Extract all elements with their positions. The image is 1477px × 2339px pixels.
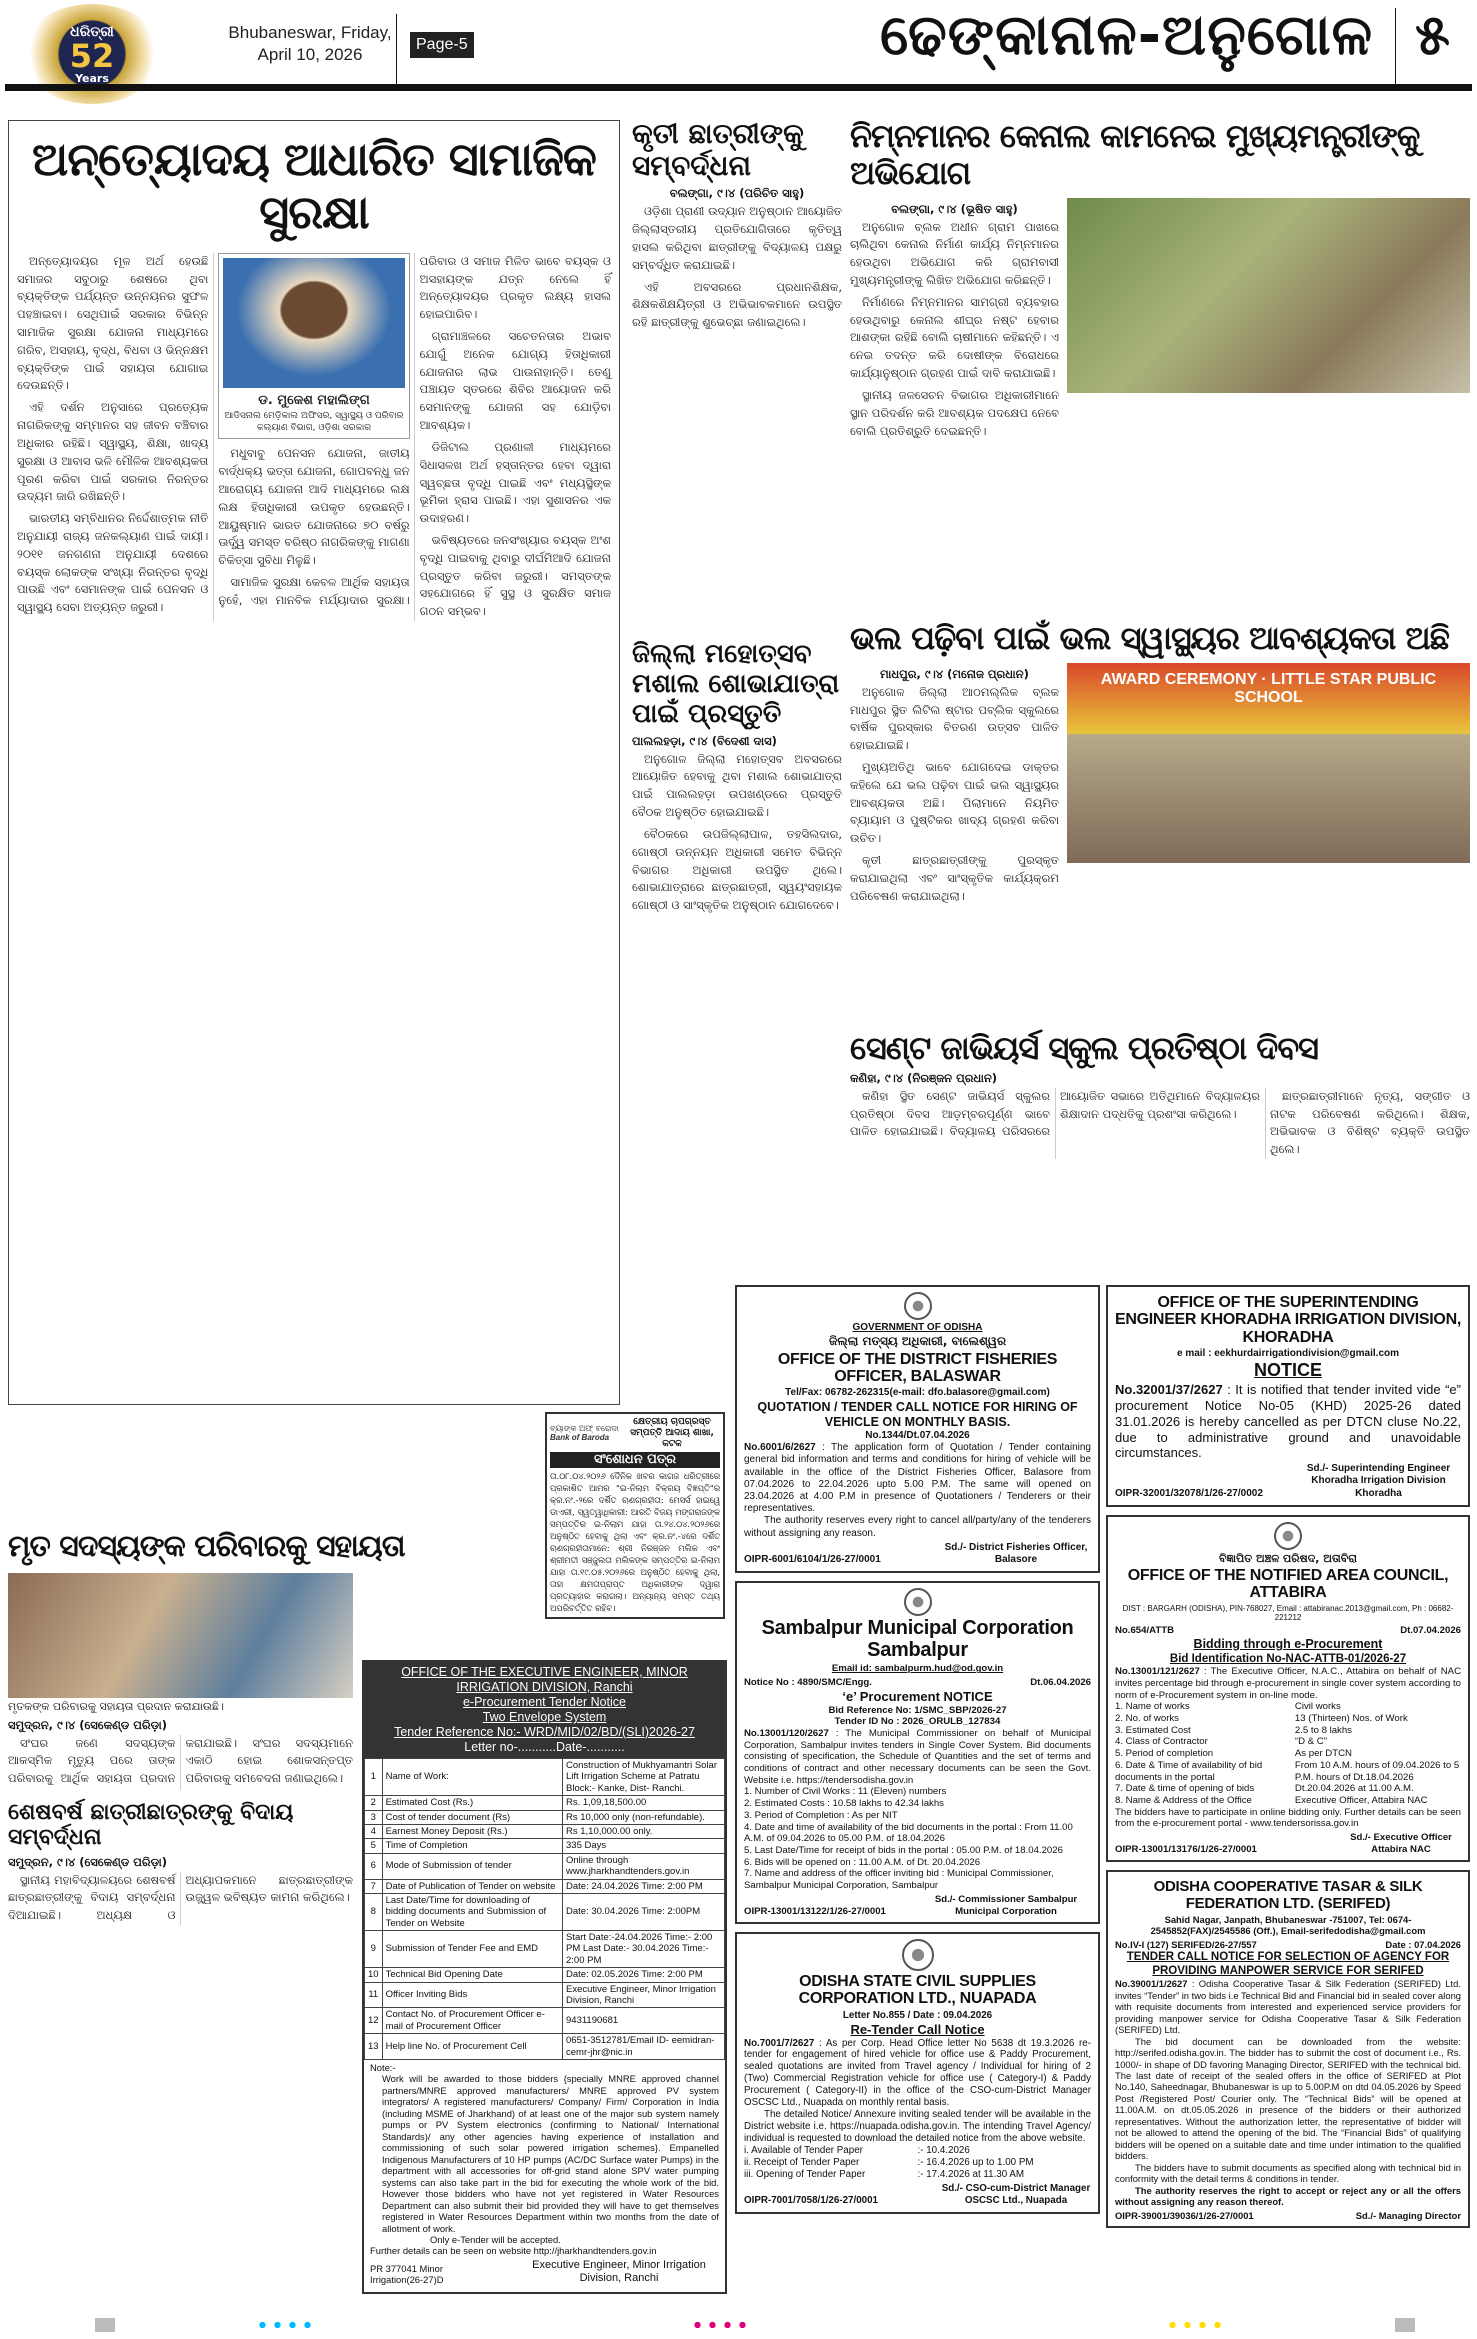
- list-item: 3. Period of Completion : As per NIT: [744, 1809, 898, 1821]
- notice-title: NOTICE: [1253, 1359, 1322, 1380]
- email: e mail : eekhurdairrigationdivision@gmail.com: [1176, 1347, 1400, 1359]
- notice-ref: No.IV-I (127) SERIFED/26-27/557: [1115, 1938, 1257, 1950]
- color-registration-dots: [255, 2318, 315, 2332]
- paragraph: ଅନୁଗୋଳ ଜିଲ୍ଲା ମହୋତ୍ସବ ଅବସରରେ ଆୟୋଜିତ ହେବାକୁ ଥିବା ମଶାଲ ଶୋଭାଯାତ୍ରା ପାଇଁ ପାଲଲହଡ଼ା ଉପଖଣ୍ଡରେ ପ୍ରସ୍ତୁତି ବୈଠକ ଅନୁଷ୍ଠିତ ହୋଇଯାଇଛି।: [632, 751, 842, 820]
- page-number: ୫: [1415, 3, 1450, 68]
- photo-banner-text: AWARD CEREMONY · LITTLE STAR PUBLIC SCHOOL: [1100, 670, 1437, 706]
- row-number: 11: [365, 1982, 383, 2008]
- table-row: [365, 1982, 725, 2008]
- notice-body: The authority reserves the right to accept or reject any or all the offers without assigning any reason thereof.: [1115, 2184, 1461, 2208]
- row-value: Start Date:-24.04.2026 Time:- 2:00 PM Last Date:- 30.04.2026 Time:- 2:00 PM: [563, 1931, 725, 1968]
- notice-title: Re-Tender Call Notice: [850, 2021, 985, 2037]
- lead-article: [8, 120, 620, 1405]
- paragraph: ସ୍ଥାନୀୟ ଜଳସେଚନ ବିଭାଗର ଅଧିକାରୀମାନେ ସ୍ଥାନ ପରିଦର୍ଶନ କରି ଆବଶ୍ୟକ ପଦକ୍ଷେପ ନେବେ ବୋଲି ପ୍ରତିଶ୍ରୁତି ଦେଇଛନ୍ତି।: [850, 387, 1059, 438]
- notice-no: No.6001/6/2627: [744, 1442, 816, 1454]
- item-value: Executive Officer, Attabira NAC: [1294, 1794, 1428, 1806]
- author-box: [218, 253, 409, 440]
- note-text: Work will be awarded to those bidders {specially MNRE approved channel partners/MNRE approved manufacturers/ MNRE approved PV system integrators/ A registered manufacturers/ Company/ Firm/ Corporation in India (including MSME of Jharkhand) of at least one of the major sub system namely pumps or PV System electronics (confirming to National/ International Standards)/ any other agencies having experience of installation and commissioning of such solar powered irrigation schemes}. Empanelled Indigenous Manufacturers of 10 HP pumps (AC/DC Surface water Pumps) in the department with all accessories for off-grid stand alone SPV water pumping systems can also take part in the bid for executing the whole work of the bid. However those bidders who have not yet registered in Water Resources Department can also submit their bid provided they will have to get themselves registered in Water Resources Department within two months from the date of allotment of work.: [382, 2073, 719, 2234]
- paragraph: ଏହି ଦର୍ଶନ ଅନୁସାରେ ପ୍ରତ୍ୟେକ ନାଗରିକଙ୍କୁ ସମ୍ମାନର ସହ ଜୀବନ ବଞ୍ଚିବାର ଅଧିକାର ରହିଛି। ସ୍ୱାସ୍ଥ୍ୟ, ଶିକ୍ଷା, ଖାଦ୍ୟ ସୁରକ୍ଷା ଓ ଆବାସ ଭଳି ମୌଳିକ ଆବଶ୍ୟକତା ପୂରଣ କରିବା ପାଇଁ ସରକାର ନିରନ୍ତର ଉଦ୍ୟମ ଜାରି ରଖିଛନ୍ତି।: [17, 400, 209, 504]
- signatory: Executive Engineer, Minor Irrigation Division, Ranchi: [532, 2258, 706, 2285]
- item-label: i. Available of Tender Paper: [744, 2144, 863, 2156]
- notice-body: : It is notified that tender invited vide “e” procurement Notice No-05 (KHD) 2025-26 dated 31.01.2026 is hereby cancelled as per DTCN cluse No.22, due to administrative ground and unavoidable circumstances.: [1115, 1381, 1461, 1461]
- row-number: 2: [365, 1796, 383, 1810]
- bid-reference: Bid Reference No: 1/SMC_SBP/2026-27: [828, 1704, 1007, 1716]
- item-value: Dt.20.04.2026 at 11.00 A.M.: [1294, 1783, 1414, 1795]
- office-odia: ଜିଲ୍ଲା ମତ୍ସ୍ୟ ଅଧିକାରୀ, ବାଲେଶ୍ୱର: [828, 1334, 1007, 1349]
- signatory: Sd./- Superintending Engineer Khoradha Irrigation Division Khoradha: [1306, 1463, 1451, 1499]
- item-value: “D & C”: [1294, 1736, 1327, 1748]
- row-label: Mode of Submission of tender: [382, 1853, 562, 1879]
- row-value: Date: 02.05.2026 Time: 2:00 PM: [563, 1968, 725, 1982]
- item-value: :- 16.4.2026 up to 1.00 PM: [917, 2156, 1034, 2168]
- table-row: [365, 1931, 725, 1968]
- row-number: 10: [365, 1968, 383, 1982]
- item-label: ii. Receipt of Tender Paper: [744, 2156, 860, 2168]
- row-number: 3: [365, 1810, 383, 1824]
- table-row: [365, 1968, 725, 1982]
- registration-mark: [1395, 2318, 1415, 2332]
- list-item: [1115, 1713, 1461, 1725]
- paragraph: ଅନୁଗୋଳ ଜିଲ୍ଲା ଆଠମଲ୍ଲିକ ବ୍ଲକ ମାଧପୁର ସ୍ଥିତ ଲିଟିଲ ଷ୍ଟାର ପବ୍ଲିକ ସ୍କୁଲରେ ବାର୍ଷିକ ପୁରସ୍କାର ବିତରଣ ଉତ୍ସବ ପାଳିତ ହୋଇଯାଇଛି।: [850, 684, 1059, 753]
- item-label: 5. Period of completion: [1115, 1748, 1214, 1760]
- notice-title: Bidding through e-Procurement: [1193, 1636, 1383, 1651]
- notice-body: : Odisha Cooperative Tasar & Silk Federation (SERIFED) Ltd. invites “Tender” in two bids i.e Technical Bid and Financial bid in sealed cover along with requisite documents from interested and experienced service providers for providing manpower service for Odisha Cooperative Tasar & Silk Federation (SERIFED) Ltd.: [1115, 1978, 1461, 2036]
- list-item: [1115, 1701, 1461, 1713]
- item-label: 1. Name of works: [1115, 1701, 1190, 1713]
- article-body: [850, 1088, 1470, 1159]
- row-value: 335 Days: [563, 1839, 725, 1853]
- dateline: ପାଲଲହଡ଼ା, ୯।୪ (ବିଦେଶୀ ଦାସ): [632, 733, 777, 748]
- notice-ref: No.1344/Dt.07.04.2026: [865, 1430, 970, 1442]
- notice-body: : The Municipal Commissioner on behalf of Municipal Corporation, Sambalpur invites tenders in Single Cover System. Bid documents consisting of specification, the Schedule of Quantities and the set of terms and conditions of contract and other necessary documents can be seen the Govt. Website i.e. https://tendersodisha.gov.in: [744, 1727, 1091, 1786]
- paragraph: ମୁଖ୍ୟଅତିଥି ଭାବେ ଯୋଗଦେଇ ଡାକ୍ତର କହିଲେ ଯେ ଭଲ ପଢ଼ିବା ପାଇଁ ଭଲ ସ୍ୱାସ୍ଥ୍ୟର ଆବଶ୍ୟକତା ଅଛି। ପିଲାମାନେ ନିୟମିତ ବ୍ୟାୟାମ ଓ ପୁଷ୍ଟିକର ଖାଦ୍ୟ ଗ୍ରହଣ କରିବା ଉଚିତ।: [850, 760, 1059, 846]
- bid-id: Bid Identification No-NAC-ATTB-01/2026-27: [1169, 1653, 1407, 1666]
- tender-reference: Tender Reference No:- WRD/MID/02/BD/(SLI)2026-27: [394, 1725, 695, 1739]
- paragraph: କୃତୀ ଛାତ୍ରଛାତ୍ରୀଙ୍କୁ ପୁରସ୍କୃତ କରାଯାଇଥିଲା ଏବଂ ସାଂସ୍କୃତିକ କାର୍ଯ୍ୟକ୍ରମ ପରିବେଷଣ କରାଯାଇଥିଲା।: [850, 853, 1059, 903]
- headline-xaviers: ସେଣ୍ଟ ଜାଭିୟର୍ସ ସ୍କୁଲ ପ୍ରତିଷ୍ଠା ଦିବସ: [850, 1029, 1319, 1067]
- row-number: 8: [365, 1893, 383, 1930]
- list-item: 5. Last Date/Time for receipt of bids in the portal : 05.00 P.M. of 18.04.2026: [744, 1844, 1063, 1856]
- khordha-irrigation-notice-ad: [1106, 1285, 1470, 1507]
- paragraph: ଭବିଷ୍ୟତରେ ଜନସଂଖ୍ୟାର ବୟସ୍କ ଅଂଶ ବୃଦ୍ଧି ପାଇବାକୁ ଥିବାରୁ ଦୀର୍ଘମିଆଦି ଯୋଜନା ପ୍ରସ୍ତୁତ କରିବା ଜରୁରୀ। ସମସ୍ତଙ୍କ ସହଯୋଗରେ ହିଁ ସୁସ୍ଥ ଓ ସୁରକ୍ଷିତ ସମାଜ ଗଠନ ସମ୍ଭବ।: [419, 532, 611, 619]
- kruti-article: [632, 118, 842, 336]
- item-label: 6. Date & Time of availability of bid documents in the portal: [1115, 1759, 1263, 1783]
- item-label: 8. Name & Address of the Office: [1115, 1794, 1252, 1806]
- notice-date: Dt.06.04.2026: [1030, 1676, 1091, 1688]
- row-label: Name of Work:: [382, 1759, 562, 1796]
- paragraph: ଏହି ଅବସରରେ ପ୍ରଧାନଶିକ୍ଷକ, ଶିକ୍ଷକଶିକ୍ଷୟିତ୍ରୀ ଓ ଅଭିଭାବକମାନେ ଉପସ୍ଥିତ ରହି ଛାତ୍ରୀଙ୍କୁ ଶୁଭେଚ୍ଛା ଜଣାଇଥିଲେ।: [632, 279, 842, 330]
- oipr-number: OIPR-13001/13122/1/26-27/0001: [744, 1905, 886, 1917]
- item-label: 7. Date & time of opening of bids: [1115, 1783, 1255, 1795]
- tender-table: [364, 1758, 725, 2060]
- notice-date: Dt.07.04.2026: [1400, 1625, 1461, 1637]
- office-name: ODISHA COOPERATIVE TASAR & SILK FEDERATION LTD. (SERIFED): [1153, 1878, 1423, 1912]
- government-label: GOVERNMENT OF ODISHA: [852, 1322, 983, 1333]
- list-item: [744, 2145, 1091, 2157]
- author-name: ଡ. ମୁକେଶ ମହାଲିଙ୍ଗ: [258, 392, 370, 408]
- letter-no: Letter no-...........Date-...........: [464, 1740, 625, 1754]
- paragraph: ଅନ୍ତ୍ୟୋଦୟର ମୂଳ ଅର୍ଥ ହେଉଛି ସମାଜର ସବୁଠାରୁ ଶେଷରେ ଥିବା ବ୍ୟକ୍ତିଙ୍କ ପର୍ଯ୍ୟନ୍ତ ଉନ୍ନୟନର ସୁଫଳ ପହଞ୍ଚାଇବା। ସେଥିପାଇଁ ସରକାର ବିଭିନ୍ନ ସାମାଜିକ ସୁରକ୍ଷା ଯୋଜନା ମାଧ୍ୟମରେ ଗରିବ, ଅସହାୟ, ବୃଦ୍ଧ, ବିଧବା ଓ ଭିନ୍ନକ୍ଷମ ବ୍ୟକ୍ତିଙ୍କ ପାଇଁ ସହାୟତା ଯୋଗାଇ ଦେଉଛନ୍ତି।: [17, 253, 209, 393]
- paragraph: ବୈଠକରେ ଉପଜିଲ୍ଲାପାଳ, ତହସିଲଦାର, ଗୋଷ୍ଠୀ ଉନ୍ନୟନ ଅଧିକାରୀ ସମେତ ବିଭିନ୍ନ ବିଭାଗର ଅଧିକାରୀ ଉପସ୍ଥିତ ଥିଲେ। ଶୋଭାଯାତ୍ରାରେ ଛାତ୍ରଛାତ୍ରୀ, ସ୍ୱୟଂସହାୟକ ଗୋଷ୍ଠୀ ଓ ସାଂସ୍କୃତିକ ଅନୁଷ୍ଠାନ ଯୋଗଦେବେ।: [632, 826, 842, 913]
- row-number: 9: [365, 1931, 383, 1968]
- notice-no: No.13001/121/2627: [1115, 1666, 1200, 1678]
- signatory: Sd./- Executive Officer Attabira NAC: [1350, 1832, 1452, 1855]
- paragraph: ଭାରତୀୟ ସମ୍ବିଧାନର ନିର୍ଦ୍ଦେଶାତ୍ମକ ନୀତି ଅନୁଯାୟୀ ରାଜ୍ୟ ଜନକଲ୍ୟାଣ ପାଇଁ ଦାୟୀ। ୨୦୧୧ ଜନଗଣନା ଅନୁଯାୟୀ ଦେଶରେ ବୟସ୍କ ଲୋକଙ୍କ ସଂଖ୍ୟା ନିରନ୍ତର ବୃଦ୍ଧି ପାଉଛି ଏବଂ ସେମାନଙ୍କ ପାଇଁ ପେନସନ ଓ ସ୍ୱାସ୍ଥ୍ୟ ସେବା ଅତ୍ୟନ୍ତ ଜରୁରୀ।: [17, 511, 209, 615]
- article-body: [9, 247, 619, 627]
- paragraph: ଛାତ୍ରଛାତ୍ରୀମାନେ ନୃତ୍ୟ, ସଙ୍ଗୀତ ଓ ନାଟକ ପରିବେଷଣ କରିଥିଲେ। ଶିକ୍ଷକ, ଅଭିଭାବକ ଓ ବିଶିଷ୍ଟ ବ୍ୟକ୍ତି ଉପସ୍ଥିତ ଥିଲେ।: [1270, 1088, 1470, 1157]
- ad-title: ସଂଶୋଧନ ପତ୍ର: [550, 1452, 720, 1468]
- list-item: 2. Estimated Costs : 10.58 lakhs to 42.34 lakhs: [744, 1798, 944, 1810]
- sambalpur-municipal-tender-ad: [735, 1581, 1100, 1924]
- item-label: iii. Opening of Tender Paper: [744, 2168, 866, 2180]
- website-link[interactable]: Further details can be seen on website http://jharkhandtenders.gov.in: [370, 2245, 657, 2257]
- row-value: Date: 30.04.2026 Time: 2:00PM: [563, 1893, 725, 1930]
- row-label: Technical Bid Opening Date: [382, 1968, 562, 1982]
- article-body: [850, 219, 1059, 441]
- oipr-number: OIPR-39001/39036/1/26-27/0001: [1115, 2209, 1254, 2221]
- row-label: Earnest Money Deposit (Rs.): [382, 1824, 562, 1838]
- row-value: Rs 10,000 only (non-refundable).: [563, 1810, 725, 1824]
- mashal-article: [632, 640, 842, 919]
- section-title: ଢେଙ୍କାନାଳ-ଅନୁଗୋଳ: [880, 3, 1374, 68]
- office-name: OFFICE OF THE DISTRICT FISHERIES OFFICER, BALASWAR: [777, 1350, 1058, 1386]
- oipr-number: OIPR-13001/13176/1/26-27/0001: [1115, 1843, 1257, 1855]
- color-registration-dots: [690, 2318, 750, 2332]
- row-value: Executive Engineer, Minor Irrigation Division, Ranchi: [563, 1982, 725, 2008]
- office-name: Sambalpur Municipal Corporation Sambalpur: [761, 1617, 1074, 1661]
- item-label: 3. Estimated Cost: [1115, 1724, 1191, 1736]
- row-value: Construction of Mukhyamantri Solar Lift Irrigation Scheme at Patratu Block:- Kanke, Dist- Ranchi.: [563, 1759, 725, 1796]
- oipr-number: OIPR-32001/32078/1/26-27/0002: [1115, 1487, 1263, 1499]
- row-value: Date: 24.04.2026 Time: 2:00 PM: [563, 1879, 725, 1893]
- list-item: [1115, 1736, 1461, 1748]
- color-registration-dots: [1165, 2318, 1225, 2332]
- notice-no: No.7001/7/2627: [744, 2037, 815, 2049]
- list-item: 4. Date and time of availability of the bid documents in the portal : From 11.00 A.M. of 09.04.2026 to 05.00 P.M. of 18.04.2026: [744, 1821, 1073, 1845]
- health-article: [850, 620, 1470, 910]
- notice-body: The detailed Notice/ Annexure inviting sealed tender will be available in the District website i.e. https://nuapada.odisha.gov.in. The intending Travel Agency/ individual is requested to download the detailed notice from the above website.: [744, 2109, 1091, 2145]
- notice-no: Notice No : 4890/SMC/Engg.: [744, 1676, 872, 1688]
- table-row: [365, 1810, 725, 1824]
- contact: Tel/Fax: 06782-262315(e-mail: dfo.balasore@gmail.com): [785, 1387, 1050, 1399]
- notice-ref: No.654/ATTB: [1115, 1625, 1174, 1637]
- item-label: 4. Class of Contractor: [1115, 1736, 1208, 1748]
- author-title: ଆଡିସନାଲ ମେଡ଼ିକାଲ ଅଫିସର, ସ୍ୱାସ୍ଥ୍ୟ ଓ ପରିବାର କଲ୍ୟାଣ ବିଭାଗ, ଓଡ଼ିଶା ସରକାର: [224, 410, 404, 433]
- paragraph: ନିର୍ମାଣରେ ନିମ୍ନମାନର ସାମଗ୍ରୀ ବ୍ୟବହାର ହେଉଥିବାରୁ କେନାଲ ଶୀଘ୍ର ନଷ୍ଟ ହେବାର ଆଶଙ୍କା ରହିଛି ବୋଲି ଚାଷୀମାନେ କହିଛନ୍ତି। ଏ ନେଇ ତଦନ୍ତ କରି ଦୋଷୀଙ୍କ ବିରୋଧରେ କାର୍ଯ୍ୟାନୁଷ୍ଠାନ ଗ୍ରହଣ ପାଇଁ ଦାବି କରାଯାଇଛି।: [850, 294, 1059, 381]
- notice-title: QUOTATION / TENDER CALL NOTICE FOR HIRING OF VEHICLE ON MONTHLY BASIS.: [757, 1399, 1078, 1429]
- table-row: [365, 2034, 725, 2060]
- row-number: 7: [365, 1879, 383, 1893]
- paragraph: ସାମାଜିକ ସୁରକ୍ଷା କେବଳ ଆର୍ଥିକ ସହାୟତା ନୁହେଁ, ଏହା ମାନବିକ ମର୍ଯ୍ୟାଦାର ସୁରକ୍ଷା। ପରିବାର ଓ ସମାଜ ମିଳିତ ଭାବେ ବୟସ୍କ ଓ ଅସହାୟଙ୍କ ଯତ୍ନ ନେଲେ ହିଁ ଅନ୍ତ୍ୟୋଦୟର ପ୍ରକୃତ ଲକ୍ଷ୍ୟ ହାସଲ ହୋଇପାରିବ।: [218, 253, 611, 607]
- fisheries-tender-ad: [735, 1285, 1100, 1573]
- signatory: Sd./- Managing Director: [1355, 2209, 1461, 2221]
- table-row: [365, 1853, 725, 1879]
- paragraph: ଅନୁଗୋଳ ବ୍ଲକ ଅଧୀନ ଗ୍ରାମ ପାଖରେ ଚାଲିଥିବା କେନାଲ ନିର୍ମାଣ କାର୍ଯ୍ୟ ନିମ୍ନମାନର ହେଉଥିବା ଅଭିଯୋଗ କରି ଗ୍ରାମବାସୀ ମୁଖ୍ୟମନ୍ତ୍ରୀଙ୍କୁ ଲିଖିତ ଅଭିଯୋଗ କରିଛନ୍ତି।: [850, 219, 1059, 288]
- bank-name-en: Bank of Baroda: [550, 1433, 610, 1443]
- logo-sub: Years: [75, 71, 109, 85]
- article-body: [8, 1735, 353, 1790]
- row-value: 9431190681: [563, 2008, 725, 2034]
- paragraph: ସଂଘର ଜଣେ ସଦସ୍ୟଙ୍କ ଆକସ୍ମିକ ମୃତ୍ୟୁ ପରେ ତାଙ୍କ ପରିବାରକୁ ଆର୍ଥିକ ସହାୟତା ପ୍ରଦାନ କରାଯାଇଛି। ସଂଘର ସଦସ୍ୟମାନେ ଏକାଠି ହୋଇ ଶୋକସନ୍ତପ୍ତ ପରିବାରକୁ ସମବେଦନା ଜଣାଇଥିଲେ।: [8, 1735, 353, 1786]
- office-name: OFFICE OF THE SUPERINTENDING ENGINEER KHORADHA IRRIGATION DIVISION, KHORADHA: [1115, 1294, 1461, 1346]
- dateline: ସମୁଦ୍ରନ, ୯।୪ (ସେକେଣ୍ଡ ପରିଡ଼ା): [8, 1717, 168, 1732]
- row-label: Time of Completion: [382, 1839, 562, 1853]
- list-item: [1115, 1760, 1461, 1783]
- list-item: 7. Name and address of the officer inviting bid : Municipal Commissioner, Sambalpur Municipal Corporation, Sambalpur: [744, 1868, 1054, 1892]
- notice-no: No.39001/1/2627: [1115, 1978, 1188, 1990]
- bank-name: ବ୍ୟାଙ୍କ ଅଫ୍ ବରୋଦା: [550, 1423, 619, 1433]
- row-value: Online through www.jharkhandtenders.gov.in: [563, 1853, 725, 1879]
- office-name: ODISHA STATE CIVIL SUPPLIES CORPORATION LTD., NUAPADA: [798, 1973, 1037, 2008]
- pr-number: PR 377041 Minor Irrigation(26-27)D: [370, 2262, 444, 2286]
- row-value: Rs. 1,09,18,500.00: [563, 1796, 725, 1810]
- item-label: 2. No. of works: [1115, 1713, 1179, 1725]
- oscsc-logo-icon: [902, 1939, 934, 1971]
- family-photo: [8, 1573, 353, 1698]
- table-row: [365, 1824, 725, 1838]
- dateline: ସମୁଦ୍ରନ, ୯।୪ (ସେକେଣ୍ଡ ପରିଡ଼ା): [8, 1854, 168, 1869]
- office-odia: ବିଜ୍ଞାପିତ ଅଞ୍ଚଳ ପରିଷଦ, ଅତାବିରା: [1219, 1551, 1357, 1565]
- branch-name: କ୍ଷେତ୍ରୀୟ ଚାପଗ୍ରସ୍ତ ସମ୍ପତ୍ତି ଆଦାୟ ଶାଖା, କଟକ: [630, 1417, 714, 1449]
- notice-no: No.13001/120/2627: [744, 1727, 829, 1739]
- address: DIST : BARGARH (ODISHA), PIN-768027, Email : attabiranac.2013@gmail.com, Ph : 06682-221212: [1122, 1603, 1454, 1623]
- dateline-day: Bhubaneswar, Friday,: [228, 23, 392, 42]
- article-body: [632, 203, 842, 332]
- logo-years: 52: [69, 36, 115, 75]
- row-number: 12: [365, 2008, 383, 2034]
- canal-article: [850, 118, 1470, 444]
- dateline: [225, 22, 395, 66]
- minor-irrigation-tender-ad: [362, 1660, 727, 2294]
- paragraph: ଡିଜିଟାଲ ପ୍ରଣାଳୀ ମାଧ୍ୟମରେ ସିଧାସଳଖ ଅର୍ଥ ହସ୍ତାନ୍ତର ହେବା ଦ୍ୱାରା ସ୍ୱଚ୍ଛତା ବୃଦ୍ଧି ପାଇଛି ଏବଂ ମଧ୍ୟସ୍ଥିଙ୍କ ଭୂମିକା ହ୍ରାସ ପାଇଛି। ଏହା ସୁଶାସନର ଏକ ଉଦାହରଣ।: [419, 439, 611, 526]
- row-number: 13: [365, 2034, 383, 2060]
- attabira-nac-tender-ad: [1106, 1515, 1470, 1863]
- signatory: Sd./- CSO-cum-District Manager OSCSC Ltd., Nuapada: [941, 2182, 1091, 2206]
- author-photo: [223, 258, 404, 388]
- letter-no: Letter No.855 / Date : 09.04.2026: [842, 2009, 993, 2021]
- row-label: Submission of Tender Fee and EMD: [382, 1931, 562, 1968]
- smc-logo-icon: [904, 1588, 932, 1616]
- row-label: Date of Publication of Tender on website: [382, 1879, 562, 1893]
- dateline: ବଲଙ୍ଗା, ୯।୪ (ପରିଚିତ ସାହୁ): [669, 186, 805, 201]
- email: Email id: sambalpurm.hud@od.gov.in: [831, 1663, 1004, 1675]
- item-value: 13 (Thirteen) Nos. of Work: [1294, 1713, 1408, 1725]
- notice-footer: The bidders have to participate in online bidding only. Further details can be seen from the e-procurement portal - www.tendersorissa.gov.in: [1115, 1806, 1461, 1830]
- headline-farewell: ଶେଷବର୍ଷ ଛାତ୍ରୀଛାତ୍ରଙ୍କୁ ବିଦାୟ ସମ୍ବର୍ଦ୍ଧନା: [8, 1799, 294, 1851]
- row-label: Last Date/Time for downloading of bidding documents and Submission of Tender on Website: [382, 1893, 562, 1930]
- row-label: Contact No. of Procurement Officer e-mail of Procurement Officer: [382, 2008, 562, 2034]
- list-item: [1115, 1783, 1461, 1795]
- oipr-number: OIPR-7001/7058/1/26-27/0001: [744, 2194, 878, 2206]
- award-photo: [1067, 663, 1470, 863]
- list-item: 6. Bids will be opened on : 11.00 A.M. of Dt. 20.04.2026: [744, 1856, 981, 1868]
- notice-body: : The Executive Officer, N.A.C., Attabira on behalf of NAC invites percentage bid through e-procurement in single cover system according to norm of e-Procurement system in on-line mode.: [1115, 1666, 1461, 1701]
- notice-body: : As per Corp. Head Office letter No 5638 dt 19.3.2026 re-tender for engagement of hired vehicle for office use & Paddy Procurement, sealed quotations are invited from Travel agency / Individual for hiring of 2 (Two) Commercial Registration vehicle for office use ( Category-I) & Paddy Procurement ( Category-II) in the office of the CSO-cum-District Manager OSCSC Ltd., Nuapada on monthly rental basis.: [744, 2037, 1091, 2109]
- dateline: ବଲଙ୍ଗା, ୯।୪ (ଭୂଷିତ ସାହୁ): [891, 201, 1018, 216]
- notice-body: The bid document can be downloaded from the website: http://serifed.odisha.gov.in. The bidder has to submit the cost of document i.e., Rs. 1000/- in shape of DD favoring Managing Director, SERIFED with the technical bid. The last date of receipt of the sealed offers in the office of SERIFED at Plot No.140, Saheednagar, Bhubaneswar is up to 5.00P.M on dtd 04.05.2026 by Speed Post /Registered Post/ Courier only. The “Technical Bids” will be opened at 11.00A.M. on dt.05.05.2026 in presence of the bidders or their authorized representatives. Without the authorization letter, the representative of bidder will not be allowed to attend the opening of the bid. The “Financial Bids” of qualifying bidders will be opened on a suitable date and time under intimation to the qualified bidders.: [1115, 2035, 1461, 2162]
- paragraph: ଗ୍ରାମାଞ୍ଚଳରେ ସଚେତନତାର ଅଭାବ ଯୋଗୁଁ ଅନେକ ଯୋଗ୍ୟ ହିତାଧିକାରୀ ଯୋଜନାର ଲାଭ ପାଉନାହାନ୍ତି। ତେଣୁ ପଞ୍ଚାୟତ ସ୍ତରରେ ଶିବିର ଆୟୋଜନ କରି ସେମାନଙ୍କୁ ଯୋଜନା ସହ ଯୋଡ଼ିବା ଆବଶ୍ୟକ।: [419, 329, 611, 433]
- envelope-system: Two Envelope System: [482, 1710, 607, 1724]
- notice-body: The bidders have to submit documents as specified along with technical bid in conformity with the detail terms & conditions in tender.: [1115, 2161, 1461, 2185]
- note-label: Note:-: [370, 2061, 396, 2073]
- tender-schedule: [744, 2145, 1091, 2181]
- tender-id: Tender ID No : 2026_ORULB_127834: [834, 1716, 1001, 1728]
- notice-body: The authority reserves every right to cancel all/party/any of the tenderers without assigning any reason.: [744, 1515, 1091, 1539]
- office-name: OFFICE OF THE EXECUTIVE ENGINEER, MINOR IRRIGATION DIVISION, Ranchi: [401, 1665, 688, 1694]
- address: Sahid Nagar, Janpath, Bhubaneswar -751007, Tel: 0674-2545852(FAX)/2545586 (Off.), Email-serifedodisha@gmail.com: [1150, 1913, 1426, 1937]
- table-row: [365, 1839, 725, 1853]
- item-value: :- 17.4.2026 at 11.30 AM: [917, 2168, 1025, 2180]
- table-row: [365, 1759, 725, 1796]
- row-label: Estimated Cost (Rs.): [382, 1796, 562, 1810]
- odisha-emblem-icon: [904, 1292, 932, 1320]
- row-label: Officer Inviting Bids: [382, 1982, 562, 2008]
- notice-title: TENDER CALL NOTICE FOR SELECTION OF AGENCY FOR PROVIDING MANPOWER SERVICE FOR SERIFED: [1126, 1951, 1450, 1978]
- article-body: [850, 684, 1059, 906]
- office-name: OFFICE OF THE NOTIFIED AREA COUNCIL, ATTABIRA: [1127, 1567, 1449, 1602]
- page-badge: Page-5: [410, 32, 474, 58]
- dateline-date: April 10, 2026: [257, 45, 363, 65]
- bob-corrigendum-ad: [545, 1412, 725, 1619]
- paragraph: କଣିହା ସ୍ଥିତ ସେଣ୍ଟ ଜାଭିୟର୍ସ ସ୍କୁଲର ପ୍ରତିଷ୍ଠା ଦିବସ ଆଡ଼ମ୍ବରପୂର୍ଣ୍ଣ ଭାବେ ପାଳିତ ହୋଇଯାଇଛି। ବିଦ୍ୟାଳୟ ପରିସରରେ ଆୟୋଜିତ ସଭାରେ ଅତିଥିମାନେ ବିଦ୍ୟାଳୟର ଶିକ୍ଷାଦାନ ପଦ୍ଧତିକୁ ପ୍ରଶଂସା କରିଥିଲେ।: [850, 1088, 1260, 1139]
- note-text: Only e-Tender will be accepted.: [430, 2234, 561, 2246]
- notice-type: e-Procurement Tender Notice: [462, 1695, 627, 1709]
- headline-canal: ନିମ୍ନମାନର କେନାଲ କାମନେଇ ମୁଖ୍ୟମନ୍ତ୍ରୀଙ୍କୁ ଅଭିଯୋଗ: [850, 117, 1420, 192]
- list-item: [1115, 1725, 1461, 1737]
- item-value: 2.5 to 8 lakhs: [1294, 1724, 1352, 1736]
- registration-mark: [95, 2318, 115, 2332]
- headline-mashal: ଜିଲ୍ଲା ମହୋତ୍ସବ ମଶାଲ ଶୋଭାଯାତ୍ରା ପାଇଁ ପ୍ରସ୍ତୁତି: [632, 639, 840, 729]
- row-value: 0651-3512781/Email ID- eemidran-cemr-jhr@nic.in: [563, 2034, 725, 2060]
- row-number: 1: [365, 1759, 383, 1796]
- canal-photo: [1067, 198, 1470, 393]
- row-number: 6: [365, 1853, 383, 1879]
- divider: [396, 14, 397, 84]
- table-row: [365, 1893, 725, 1930]
- item-value: As per DTCN: [1294, 1748, 1352, 1760]
- notice-body: : The application form of Quotation / Tender containing general bid information and terms and conditions for hiring of vehicle will be available in the office of the District Fisheries Officer, Balasore from 07.04.2026 to 22.04.2026 upto 5.00 P.M. The same will opened on 23.04.2026 at 4.00 P.M in presence of Quotationers / Tenderers or their representatives.: [744, 1442, 1091, 1515]
- notice-title: ‘e’ Procurement NOTICE: [842, 1688, 993, 1704]
- headline-family: ମୃତ ସଦସ୍ୟଙ୍କ ପରିବାରକୁ ସହାୟତା: [8, 1529, 405, 1564]
- dateline: ମାଧପୁର, ୯।୪ (ମନୋଜ ପ୍ରଧାନ): [880, 666, 1029, 681]
- divider: [1395, 8, 1396, 84]
- tender-items: [1115, 1701, 1461, 1806]
- paragraph: ସ୍ଥାନୀୟ ମହାବିଦ୍ୟାଳୟରେ ଶେଷବର୍ଷ ଛାତ୍ରଛାତ୍ରୀଙ୍କୁ ବିଦାୟ ସମ୍ବର୍ଦ୍ଧନା ଦିଆଯାଇଛି। ଅଧ୍ୟକ୍ଷ ଓ ଅଧ୍ୟାପକମାନେ ଛାତ୍ରଛାତ୍ରୀଙ୍କ ଉଜ୍ଜ୍ୱଳ ଭବିଷ୍ୟତ କାମନା କରିଥିଲେ।: [8, 1872, 353, 1923]
- family-article: [8, 1718, 353, 1790]
- notice-no: No.32001/37/2627: [1115, 1381, 1223, 1397]
- headline-kruti: କୃତୀ ଛାତ୍ରୀଙ୍କୁ ସମ୍ବର୍ଦ୍ଧନା: [632, 117, 804, 183]
- table-row: [365, 2008, 725, 2034]
- row-number: 4: [365, 1824, 383, 1838]
- table-row: [365, 1796, 725, 1810]
- item-value: From 10 A.M. hours of 09.04.2026 to 5 P.M. hours of Dt.18.04.2026: [1294, 1759, 1460, 1783]
- farewell-article: [8, 1855, 353, 1925]
- row-number: 5: [365, 1839, 383, 1853]
- list-item: [744, 2157, 1091, 2169]
- article-body: [632, 751, 842, 915]
- paragraph: ଓଡ଼ିଶା ପ୍ରାଣୀ ଉଦ୍ୟାନ ଅନୁଷ୍ଠାନ ଆୟୋଜିତ ଜିଲ୍ଲାସ୍ତରୀୟ ପ୍ରତିଯୋଗିତାରେ କୃତିତ୍ୱ ହାସଲ କରିଥିବା ଛାତ୍ରୀଙ୍କୁ ବିଦ୍ୟାଳୟ ପକ୍ଷରୁ ସମ୍ବର୍ଦ୍ଧିତ କରାଯାଇଛି।: [632, 204, 842, 272]
- logo-text: ଧରିତ୍ରୀ: [70, 23, 114, 40]
- list-item: [1115, 1795, 1461, 1807]
- signatory: Sd./- Commissioner Sambalpur Municipal Corporation: [934, 1893, 1078, 1917]
- oscsc-retender-ad: [735, 1932, 1100, 2213]
- row-label: Help line No. of Procurement Cell: [382, 2034, 562, 2060]
- notice-date: Date : 07.04.2026: [1385, 1938, 1461, 1950]
- row-value: Rs 1,10,000.00 only.: [563, 1824, 725, 1838]
- paragraph: ମଧୁବାବୁ ପେନସନ ଯୋଜନା, ଜାତୀୟ ବାର୍ଦ୍ଧକ୍ୟ ଭତ୍ତା ଯୋଜନା, ଗୋପବନ୍ଧୁ ଜନ ଆରୋଗ୍ୟ ଯୋଜନା ଆଦି ମାଧ୍ୟମରେ ଲକ୍ଷ ଲକ୍ଷ ହିତାଧିକାରୀ ଉପକୃତ ହେଉଛନ୍ତି। ଆୟୁଷ୍ମାନ ଭାରତ ଯୋଜନାରେ ୭୦ ବର୍ଷରୁ ଊର୍ଦ୍ଧ୍ୱ ସମସ୍ତ ବରିଷ୍ଠ ନାଗରିକଙ୍କୁ ମାଗଣା ଚିକିତ୍ସା ସୁବିଧା ମିଳୁଛି।: [218, 446, 410, 568]
- xaviers-article: [850, 1030, 1470, 1159]
- odisha-emblem-icon: [1274, 1522, 1302, 1550]
- photo-caption: ମୃତକଙ୍କ ପରିବାରକୁ ସହାୟତା ପ୍ରଦାନ କରାଯାଉଛି।: [8, 1699, 224, 1713]
- ad-column-middle: [735, 1285, 1100, 2214]
- serifed-tender-ad: [1106, 1870, 1470, 2228]
- headline: ଅନ୍ତ୍ୟୋଦୟ ଆଧାରିତ ସାମାଜିକ ସୁରକ୍ଷା: [32, 132, 596, 239]
- article-body: [8, 1872, 353, 1925]
- item-value: Civil works: [1294, 1701, 1341, 1713]
- table-row: [365, 1879, 725, 1893]
- row-label: Cost of tender document (Rs): [382, 1810, 562, 1824]
- list-item: [1115, 1748, 1461, 1760]
- ad-column-right: [1106, 1285, 1470, 2228]
- masthead-rule: [5, 84, 1472, 91]
- list-item: 1. Number of Civil Works : 11 (Eleven) numbers: [744, 1786, 947, 1798]
- tender-items: [744, 1786, 1091, 1891]
- signatory: Sd./- District Fisheries Officer, Balasore: [944, 1541, 1088, 1565]
- headline-health: ଭଲ ପଢ଼ିବା ପାଇଁ ଭଲ ସ୍ୱାସ୍ଥ୍ୟର ଆବଶ୍ୟକତା ଅଛି: [850, 619, 1449, 657]
- item-value: :- 10.4.2026: [917, 2144, 970, 2156]
- ad-text: ତା.୦୮.୦୪.୨୦୨୬ ଦୈନିକ ଖବର କାଗଜ ଧରିତ୍ରୀରେ ପ୍ରକାଶିତ ଆମର "ଇ-ନିଲାମ ବିକ୍ରୟ ବିଜ୍ଞପ୍ତି"ର କ୍ର.ନଂ.-୨ରେ ଦର୍ଶିତ ଋଣଗ୍ରହୀତା: ମେସର୍ସ ହାଇୱେ ଡାଏରୀ, ସ୍ୱତ୍ୱାଧିକାରୀ: ଆରତି ବିଜୟ ମଙ୍ଗରାଜଙ୍କ ସମ୍ପତ୍ତିର ଇ-ନିଲାମ ଯାହା ତା.୨୪.୦୪.୨୦୨୬ରେ ଅନୁଷ୍ଠିତ ହେବାକୁ ଥିଲା ଏବଂ କ୍ର.ନଂ.-୪ରେ ଦର୍ଶିତ ଋଣଗ୍ରହୀତାମାନେ: ଶ୍ରୀ ନିରଞ୍ଜନ ମଲିକ ଏବଂ ଶ୍ରୀମତୀ ସଞ୍ଜୁଲତା ମଲିକଙ୍କ ସମ୍ପତ୍ତିର ଇ-ନିଲାମ ଯାହା ତା.୧୯.୦୫.୨୦୨୬ରେ ଅନୁଷ୍ଠିତ ହେବାକୁ ଥିଲା, ତାହା କ୍ଷମତାପ୍ରାପ୍ତ ଅଧିକାରୀଙ୍କ ଦ୍ୱାରା ପ୍ରତ୍ୟାହାର କରାଗଲା। ଅନ୍ୟାନ୍ୟ ସମସ୍ତ ତଥ୍ୟ ଅପରିବର୍ତ୍ତିତ ରହିବ।: [550, 1470, 720, 1613]
- dateline: କଣିହା, ୯।୪ (ନିରଞ୍ଜନ ପ୍ରଧାନ): [850, 1070, 998, 1085]
- oipr-number: OIPR-6001/6104/1/26-27/0001: [744, 1553, 881, 1565]
- list-item: [744, 2169, 1091, 2181]
